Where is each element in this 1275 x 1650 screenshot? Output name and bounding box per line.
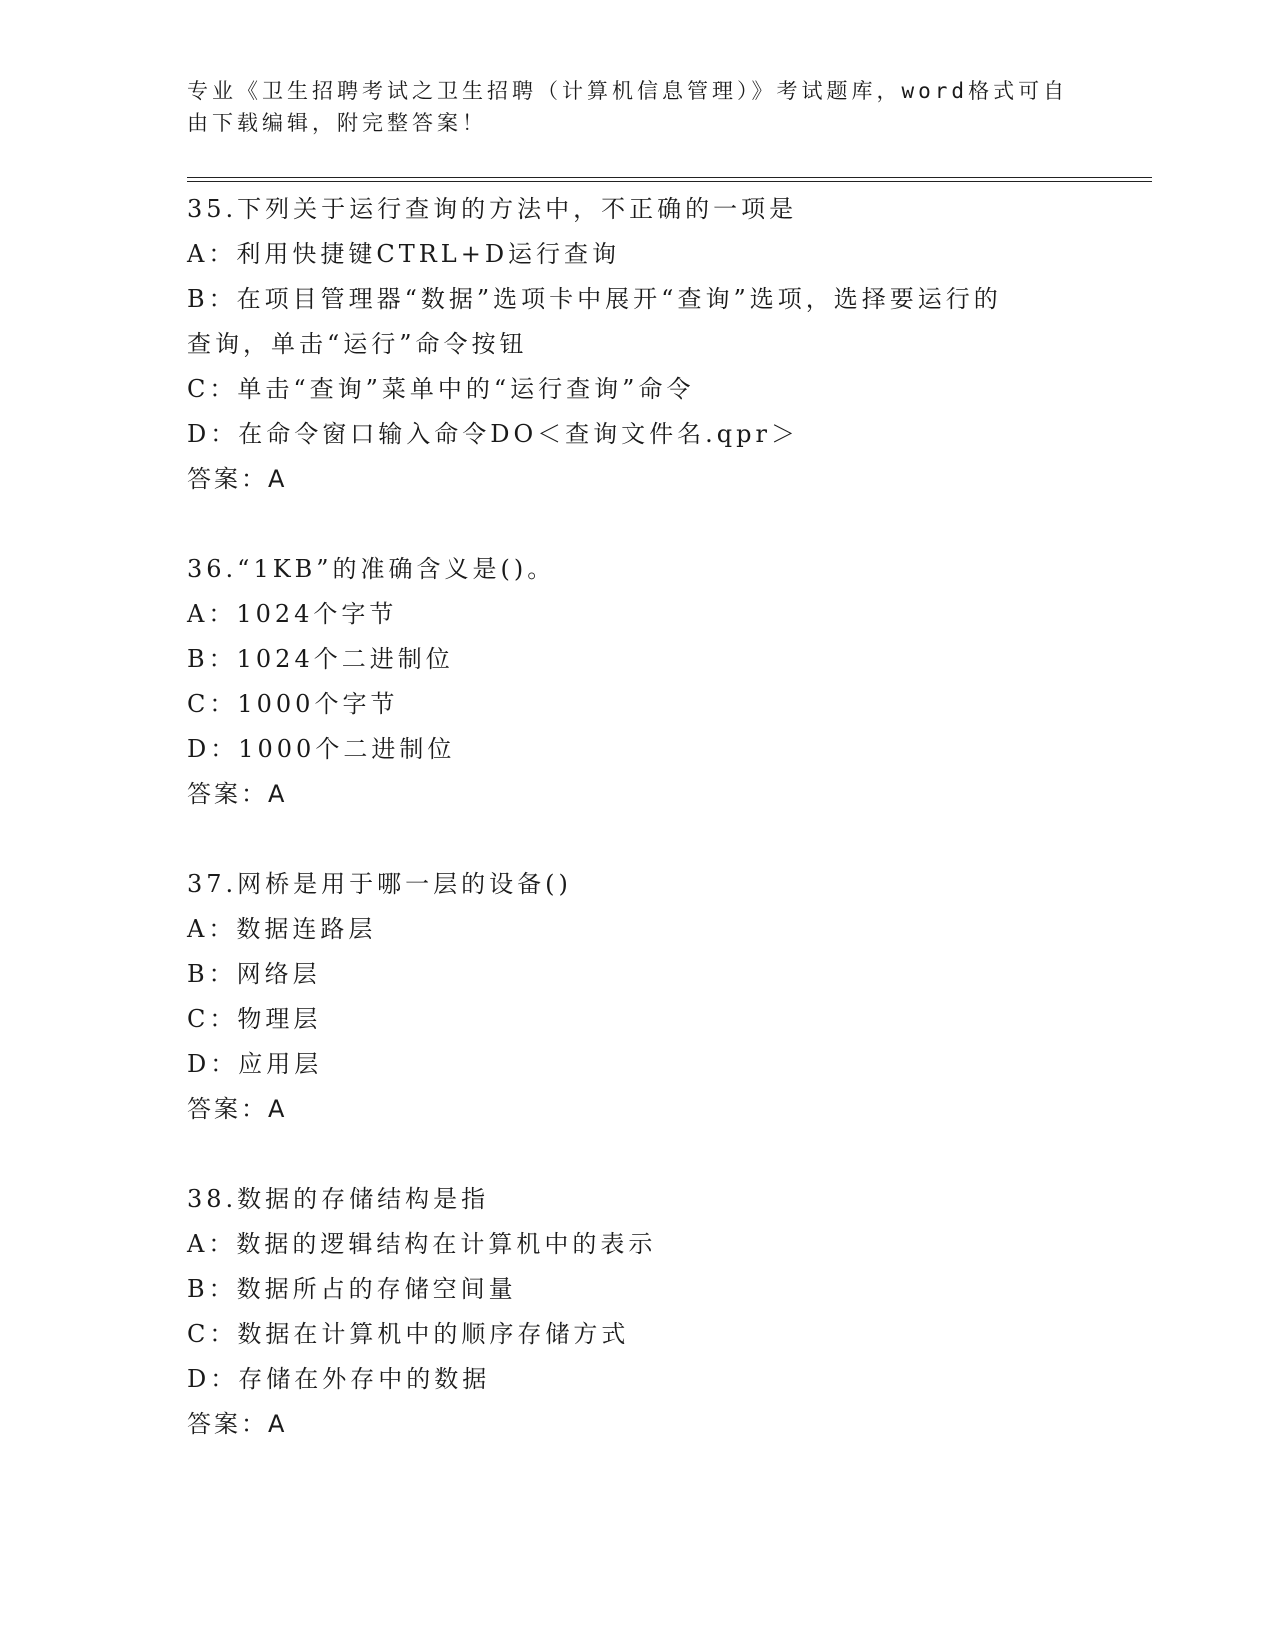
question-option: C：物理层 (187, 1005, 322, 1033)
document-header-line-2: 由下载编辑，附完整答案！ (187, 111, 487, 135)
question-stem: 36.“1KB”的准确含义是()。 (187, 555, 556, 583)
question-option: C：数据在计算机中的顺序存储方式 (187, 1320, 630, 1348)
question-option-continued: 查询，单击“运行”命令按钮 (187, 330, 528, 358)
question-option: A：数据的逻辑结构在计算机中的表示 (187, 1230, 657, 1258)
question-option: B：数据所占的存储空间量 (187, 1275, 517, 1303)
question-answer: 答案：A (187, 465, 288, 493)
question-option: C：1000个字节 (187, 690, 399, 718)
question-option: A：1024个字节 (187, 600, 398, 628)
question-option: B：网络层 (187, 960, 321, 988)
question-option: D：1000个二进制位 (187, 735, 456, 763)
question-option: D：应用层 (187, 1050, 323, 1078)
question-option: D：在命令窗口输入命令DO＜查询文件名.qpr＞ (187, 420, 799, 448)
question-option: D：存储在外存中的数据 (187, 1365, 491, 1393)
question-option: B：1024个二进制位 (187, 645, 454, 673)
header-divider-bottom (187, 181, 1152, 182)
question-stem: 35.下列关于运行查询的方法中，不正确的一项是 (187, 195, 798, 223)
question-option: A：利用快捷键CTRL+D运行查询 (187, 240, 621, 268)
question-option: B：在项目管理器“数据”选项卡中展开“查询”选项，选择要运行的 (187, 285, 1002, 313)
question-answer: 答案：A (187, 780, 288, 808)
question-option: C：单击“查询”菜单中的“运行查询”命令 (187, 375, 695, 403)
question-answer: 答案：A (187, 1095, 288, 1123)
question-stem: 37.网桥是用于哪一层的设备() (187, 870, 572, 898)
header-divider-top (187, 177, 1152, 178)
question-option: A：数据连路层 (187, 915, 377, 943)
question-stem: 38.数据的存储结构是指 (187, 1185, 490, 1213)
question-answer: 答案：A (187, 1410, 288, 1438)
document-header-line-1: 专业《卫生招聘考试之卫生招聘（计算机信息管理）》考试题库，word格式可自 (187, 79, 1069, 103)
